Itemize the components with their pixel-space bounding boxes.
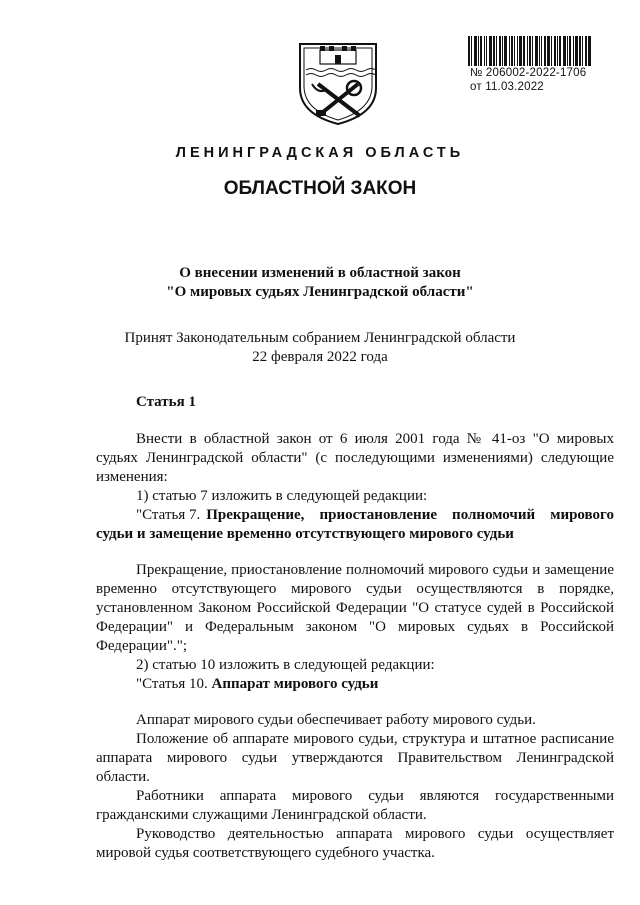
body-line: 1) статью 7 изложить в следующей редакции: [136, 488, 428, 504]
barcode [468, 36, 616, 66]
body-line: гражданскими служащими Ленинградской области. [96, 807, 427, 823]
body-line: Аппарат мирового судьи обеспечивает работу мирового судьи. [136, 712, 536, 728]
law-subject-line-2: "О мировых судьях Ленинградской области" [166, 284, 474, 300]
body-line: Руководство деятельностью аппарата мирового судьи осуществляет [136, 826, 614, 842]
adoption-line-1: Принят Законодательным собранием Ленинградской области [124, 330, 516, 346]
law-type-title: ОБЛАСТНОЙ ЗАКОН [223, 178, 417, 199]
body-line: Внести в областной закон от 6 июля 2001 года № 41-оз "О мировых [136, 431, 614, 447]
body-line: судьях Ленинградской области" (с последующими изменениями) следующие [96, 450, 614, 466]
registration-date: от 11.03.2022 [470, 81, 544, 93]
body-line: 2) статью 10 изложить в следующей редакции: [136, 657, 435, 673]
quoted-article-title: Аппарат мирового судьи [211, 676, 379, 692]
body-line: Федерации" и Федеральным законом "О мировых судьях в Российской [96, 619, 614, 635]
body-line: Положение об аппарате мирового судьи, структура и штатное расписание [136, 731, 614, 747]
body-line: Прекращение, приостановление полномочий мирового судьи и замещение [136, 562, 614, 578]
body-line: установленном Законом Российской Федерации "О статусе судей в Российской [96, 600, 614, 616]
quoted-article-number: "Статья 10. [136, 676, 208, 692]
body-line: изменения: [96, 469, 168, 485]
adoption-date: 22 февраля 2022 года [252, 349, 388, 365]
body-line: судьи и замещение временно отсутствующего мирового судьи [96, 526, 514, 542]
body-line: Федерации"."; [96, 638, 188, 654]
body-line: аппарата мирового судьи утверждаются Правительством Ленинградской [96, 750, 614, 766]
quoted-article-title: Прекращение, приостановление полномочий мирового [206, 507, 614, 523]
coat-of-arms-emblem [296, 40, 380, 126]
body-line: временно отсутствующего мирового судьи осуществляются в порядке, [96, 581, 614, 597]
quoted-article-10-heading [96, 675, 614, 694]
quoted-article-number: "Статья 7. [136, 507, 201, 523]
body-line: области. [96, 769, 150, 785]
article-heading: Статья 1 [136, 394, 196, 410]
body-line: мировой судья соответствующего судебного участка. [96, 845, 435, 861]
law-subject-line-1: О внесении изменений в областной закон [179, 265, 461, 281]
quoted-article-7-heading [96, 506, 614, 525]
registration-number: № 206002-2022-1706 [470, 67, 587, 79]
body-line: Работники аппарата мирового судьи являются государственными [136, 788, 614, 804]
region-title: ЛЕНИНГРАДСКАЯ ОБЛАСТЬ [175, 145, 465, 161]
